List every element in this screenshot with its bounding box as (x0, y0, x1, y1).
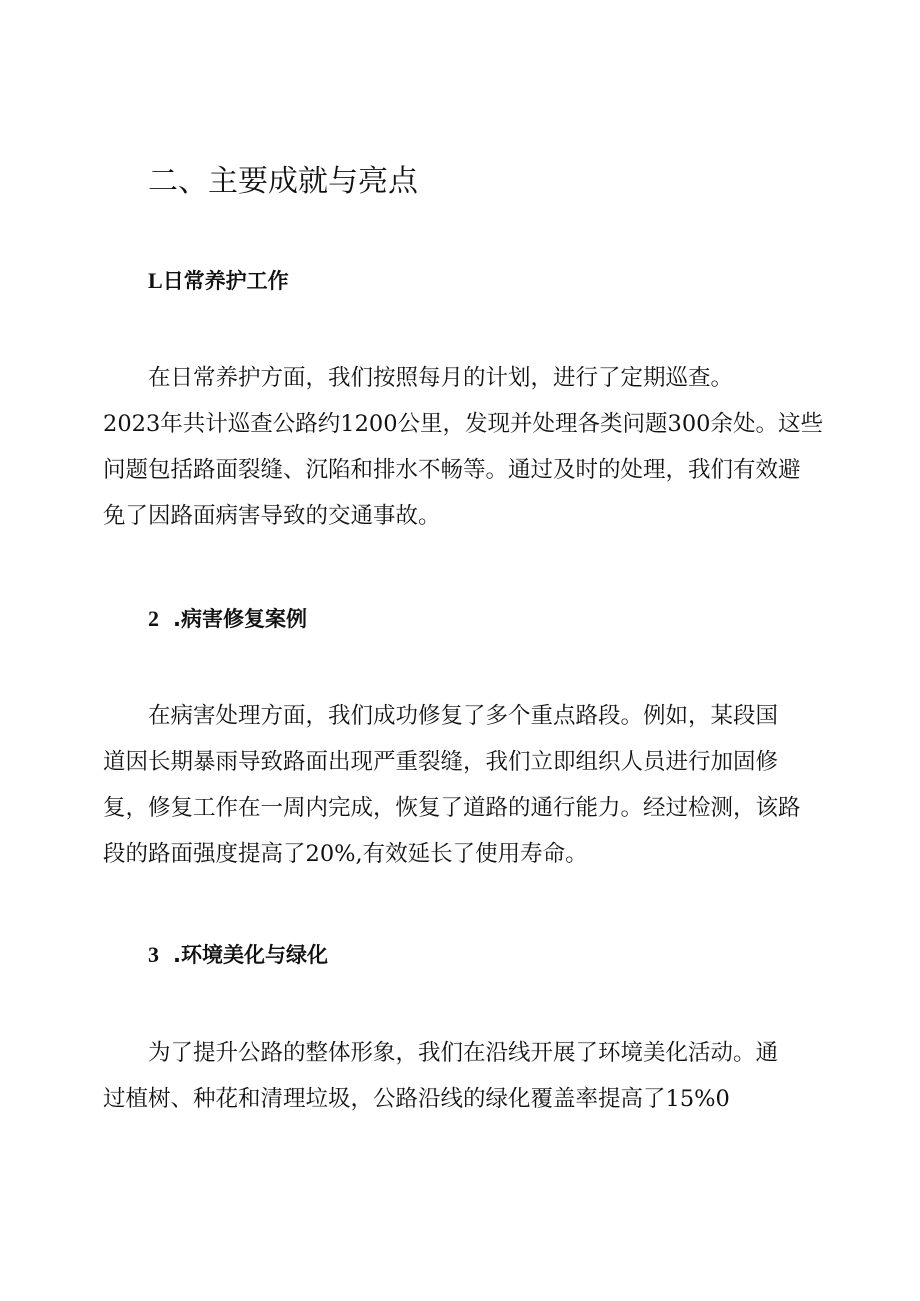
subsection-number: 2 (148, 606, 159, 631)
subsection-title: 日常养护工作 (162, 269, 289, 293)
paragraph-daily-maintenance (103, 355, 823, 539)
paragraph-line: 在病害处理方面，我们成功修复了多个重点路段。例如，某段国 (148, 703, 779, 729)
paragraph-repair-case (103, 693, 823, 877)
paragraph-line: 2023年共计巡查公路约1200公里，发现并处理各类问题300余处。这些 (103, 411, 823, 437)
subsection-number: 3 (148, 942, 159, 967)
paragraph-line: 过植树、种花和清理垃圾，公路沿线的绿化覆盖率提高了15%0 (103, 1086, 730, 1112)
section-title: 二、主要成就与亮点 (148, 164, 418, 199)
paragraph-line: 复，修复工作在一周内完成，恢复了道路的通行能力。经过检测，该路 (103, 795, 801, 821)
subsection-heading-2 (148, 604, 307, 634)
paragraph-line: 问题包括路面裂缝、沉陷和排水不畅等。通过及时的处理，我们有效避 (103, 457, 801, 483)
subsection-heading-1 (148, 266, 289, 296)
paragraph-line: 在日常养护方面，我们按照每月的计划，进行了定期巡查。 (148, 365, 734, 391)
paragraph-line: 为了提升公路的整体形象，我们在沿线开展了环境美化活动。通 (148, 1040, 779, 1066)
subsection-heading-3 (148, 940, 328, 970)
paragraph-line: 道因长期暴雨导致路面出现严重裂缝，我们立即组织人员进行加固修 (103, 749, 779, 775)
paragraph-line: 免了因路面病害导致的交通事故。 (103, 503, 441, 529)
paragraph-greening (103, 1030, 823, 1122)
subsection-title: .环境美化与绿化 (173, 943, 328, 967)
paragraph-line: 段的路面强度提高了20%,有效延长了使用寿命。 (103, 841, 588, 867)
subsection-number: L (148, 268, 163, 293)
subsection-title: .病害修复案例 (173, 607, 307, 631)
